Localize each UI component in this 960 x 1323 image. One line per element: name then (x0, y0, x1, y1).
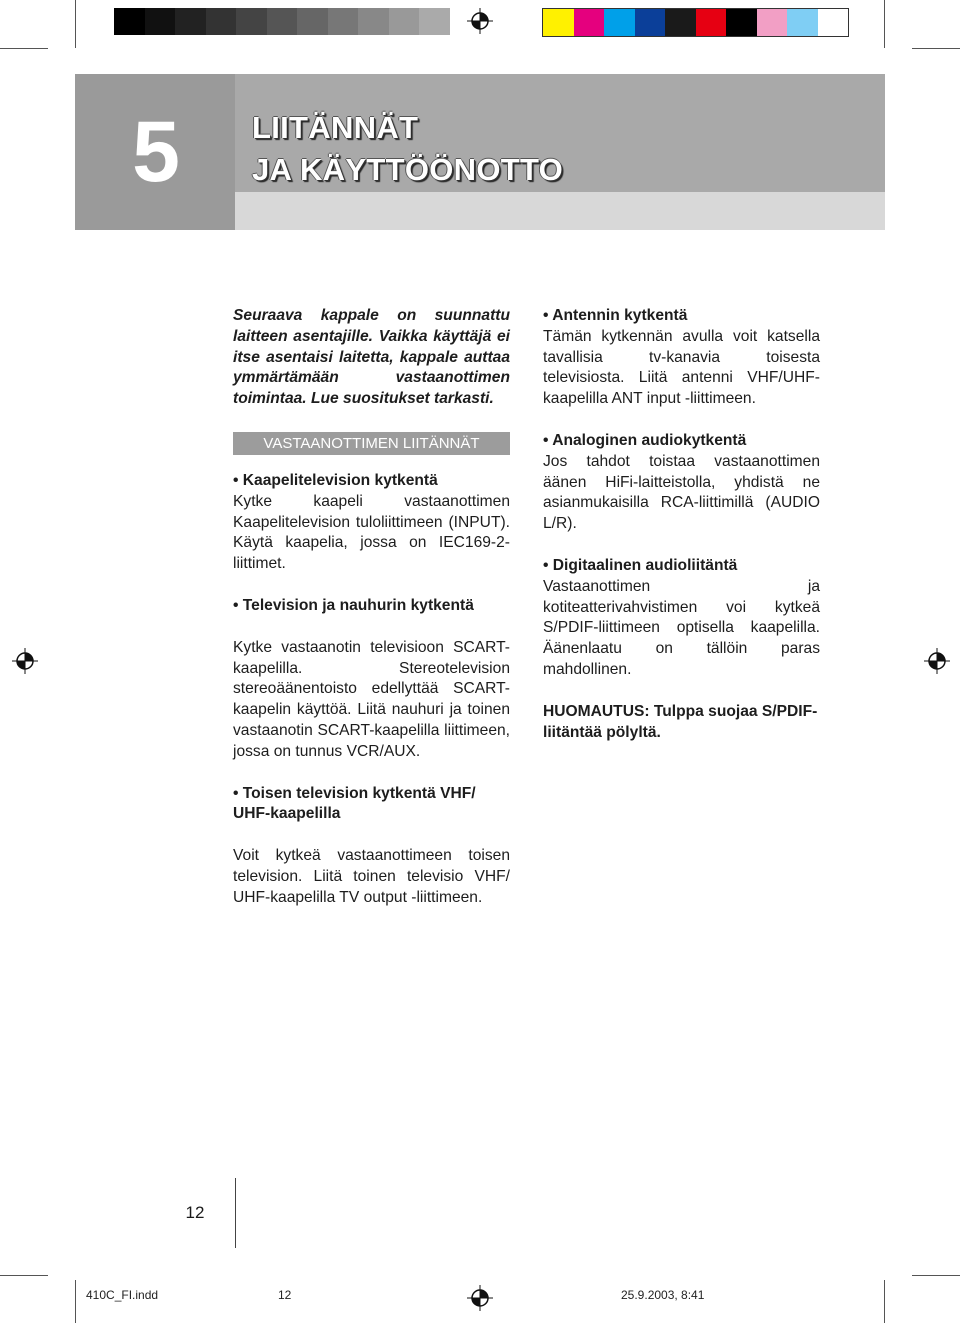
registration-mark-icon (12, 648, 38, 674)
second-tv-heading: • Toisen television kytkentä VHF/ UHF-kaapelilla (233, 784, 476, 823)
crop-mark (912, 48, 960, 49)
digital-audio-text: Vastaanottimen ja kotiteatterivahvistimen voi kytkeä S/PDIF-liittimeen optisella kaapelilla. Äänenlaatu on tällöin paras mahdollinen. (543, 577, 820, 678)
color-swatch (635, 9, 666, 36)
left-column (233, 306, 510, 909)
color-swatch (665, 9, 696, 36)
color-swatch (818, 9, 849, 36)
page-number-divider (235, 1178, 236, 1248)
analog-audio-heading: • Analoginen audiokytkentä (543, 431, 747, 449)
gray-swatch (419, 8, 450, 35)
gray-swatch-bar (114, 8, 450, 35)
gray-swatch (145, 8, 176, 35)
slug-page: 12 (278, 1288, 292, 1302)
slug-date: 25.9.2003, 8:41 (621, 1288, 705, 1302)
gray-swatch (358, 8, 389, 35)
crop-mark (884, 1280, 885, 1323)
crop-mark (0, 1275, 48, 1276)
color-swatch (757, 9, 788, 36)
antenna-text: Tämän kytkennän avulla voit katsella tavallisia tv-kanavia toisesta televisiosta. Liitä antenni VHF/UHF-kaapelilla ANT input -liittimeen. (543, 327, 820, 408)
chapter-number: 5 (132, 103, 178, 200)
second-tv-text: Voit kytkeä vastaanottimeen toisen television. Liitä toinen televisio VHF/ UHF-kaapelilla TV output -liittimeen. (233, 847, 510, 906)
color-swatch-bar (542, 8, 849, 37)
right-column (543, 306, 820, 743)
gray-swatch (175, 8, 206, 35)
cable-tv-text: Kytke kaapeli vastaanottimen Kaapelitelevision tuloliittimeen (INPUT). Käytä kaapelia, jossa on IEC169-2-liittimet. (233, 492, 510, 573)
chapter-title-underband (235, 192, 885, 230)
intro-paragraph: Seuraava kappale on suunnattu laitteen asentajille. Vaikka käyttäjä ei itse asentaisi laitetta, kappale auttaa ymmärtämään vastaanottimen toimintaa. Lue suositukset tarkasti. (233, 307, 510, 408)
slug-filename: 410C_FI.indd (86, 1288, 159, 1302)
registration-mark-icon (467, 8, 493, 34)
digital-audio-heading: • Digitaalinen audioliitäntä (543, 556, 738, 574)
page-number: 12 (185, 1203, 205, 1222)
color-swatch (543, 9, 574, 36)
crop-mark (75, 0, 76, 48)
chapter-title-line1: LIITÄNNÄT (252, 110, 419, 145)
chapter-number-box (75, 74, 235, 230)
section-title: VASTAANOTTIMEN LIITÄNNÄT (233, 432, 510, 455)
color-swatch (787, 9, 818, 36)
registration-mark-icon (467, 1285, 493, 1311)
chapter-title-line2: JA KÄYTTÖÖNOTTO (252, 152, 564, 187)
color-swatch (574, 9, 605, 36)
gray-swatch (389, 8, 420, 35)
registration-mark-icon (924, 648, 950, 674)
gray-swatch (206, 8, 237, 35)
color-swatch (604, 9, 635, 36)
gray-swatch (267, 8, 298, 35)
cable-tv-heading: • Kaapelitelevision kytkentä (233, 471, 438, 489)
gray-swatch (236, 8, 267, 35)
spdif-note: HUOMAUTUS: Tulppa suojaa S/PDIF-liitäntää pölyltä. (543, 702, 818, 741)
gray-swatch (297, 8, 328, 35)
crop-mark (912, 1275, 960, 1276)
tv-vcr-text: Kytke vastaanotin televisioon SCART-kaapelilla. Stereotelevision stereoäänentoisto edellyttää SCART-kaapelin käyttöä. Liitä nauhuri ja toinen vastaanotin SCART-kaapelilla liittimeen, jossa on tunnus VCR/AUX. (233, 638, 510, 760)
crop-mark (884, 0, 885, 48)
crop-mark (75, 1280, 76, 1323)
color-swatch (696, 9, 727, 36)
gray-swatch (114, 8, 145, 35)
antenna-heading: • Antennin kytkentä (543, 307, 688, 324)
analog-audio-text: Jos tahdot toistaa vastaanottimen äänen HiFi-laitteistolla, yhdistä ne asianmukaisilla RCA-liittimillä (AUDIO L/R). (543, 452, 820, 533)
crop-mark (0, 48, 48, 49)
gray-swatch (328, 8, 359, 35)
tv-vcr-heading: • Television ja nauhurin kytkentä (233, 596, 474, 614)
color-swatch (726, 9, 757, 36)
